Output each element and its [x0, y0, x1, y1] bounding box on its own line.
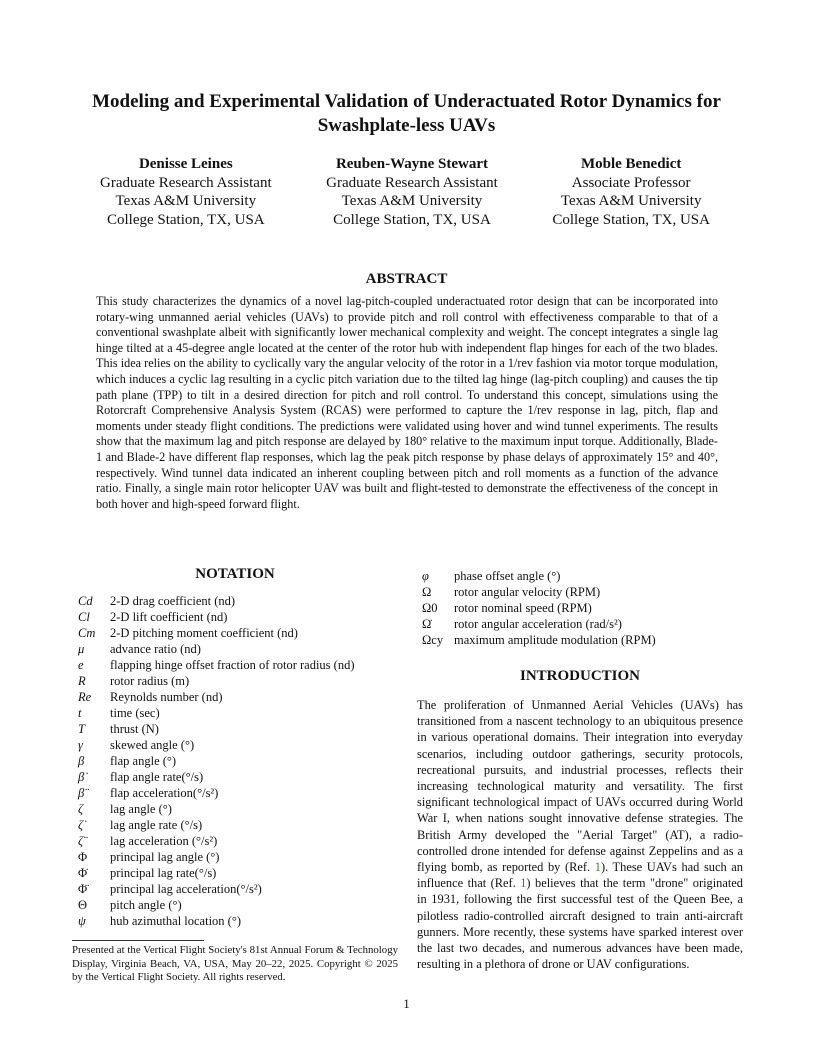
intro-text-part: ). These UAVs had such an influence that (Ref. — [417, 860, 743, 891]
notation-row — [78, 785, 408, 801]
notation-description: hub azimuthal location (°) — [110, 914, 241, 928]
notation-row — [78, 849, 408, 865]
notation-row — [78, 881, 408, 897]
notation-symbol: Θ — [78, 898, 88, 912]
notation-symbol: e — [78, 658, 84, 672]
abstract-text: This study characterizes the dynamics of a novel lag-pitch-coupled underactuated rotor design that can be incorporated into rotary-wing unmanned aerial vehicles (UAVs) to provide pitch and roll control with effectiveness comparable to that of a conventional swashplate albeit with significantly lower mechanical complexity and weight. The concept integrates a single lag hinge tilted at a 45-degree angle located at the center of the rotor hub with independent flap hinges for each of the two blades. This idea relies on the ability to cyclically vary the angular velocity of the rotor in a 1/rev fashion via motor torque modulation, which induces a cyclic lag resulting in a cyclic pitch variation due to the tilted lag hinge (lag-pitch coupling) and causes the tip path plane (TPP) to tilt in a desired direction for pitch and roll control. To understand this concept, simulations using the Rotorcraft Comprehensive Analysis System (RCAS) were performed to capture the 1/rev response in lag, pitch, flap and moments under steady flight conditions. The predictions were validated using hover and wind tunnel experiments. The results show that the maximum lag and pitch response are delayed by 180° relative to the maximum input torque. Additionally, Blade-1 and Blade-2 have different flap responses, which lag the peak pitch response by phase delays of approximately 15° and 40°, respectively. Wind tunnel data indicated an inherent coupling between pitch and roll moments as a function of the advance ratio. Finally, a single main rotor helicopter UAV was built and flight-tested to demonstrate the effectiveness of the concept in both hover and high-speed forward flight. — [96, 294, 718, 511]
notation-symbol: Cd — [78, 594, 93, 608]
notation-row — [78, 753, 408, 769]
introduction-heading: INTRODUCTION — [519, 668, 640, 684]
notation-description: rotor radius (m) — [110, 674, 190, 688]
notation-symbol: t — [78, 706, 82, 720]
notation-symbol: Cl — [78, 610, 90, 624]
notation-row — [422, 632, 752, 648]
notation-row — [78, 865, 408, 881]
footnote: Presented at the Vertical Flight Society's 81st Annual Forum & Technology Display, Virginia Beach, VA, USA, May 20–22, 2025. Copyright © 2025 by the Vertical Flight Society. All rights reserved. — [72, 944, 398, 983]
author-location: College Station, TX, USA — [552, 211, 710, 228]
notation-row — [78, 593, 408, 609]
author-location: College Station, TX, USA — [106, 211, 265, 228]
notation-list-left — [78, 593, 408, 929]
author-name: Reuben-Wayne Stewart — [335, 156, 489, 172]
author-affiliation: Texas A&M University — [341, 193, 483, 209]
notation-row — [78, 609, 408, 625]
notation-symbol: β̈ — [78, 786, 85, 800]
reference-link[interactable]: 1 — [594, 860, 601, 875]
notation-symbol: Φ — [78, 850, 88, 864]
footnote-divider — [72, 940, 204, 941]
notation-symbol: Φ̇ — [78, 866, 88, 880]
notation-row — [78, 737, 408, 753]
notation-list-right — [422, 568, 752, 648]
notation-row — [78, 897, 408, 913]
notation-symbol: ζ̈ — [78, 834, 84, 848]
author-name: Denisse Leines — [138, 156, 233, 172]
author-affiliation: Texas A&M University — [560, 193, 702, 209]
notation-row — [78, 913, 408, 929]
introduction-text — [417, 697, 743, 972]
notation-description: lag angle rate (°/s) — [110, 818, 203, 832]
notation-description: maximum amplitude modulation (RPM) — [454, 633, 656, 647]
notation-description: advance ratio (nd) — [110, 642, 201, 656]
notation-symbol: ζ̇ — [78, 818, 84, 832]
paper-title: Modeling and Experimental Validation of Underactuated Rotor Dynamics for Swashplate-less UAVs — [92, 91, 721, 136]
notation-symbol: Cm — [78, 626, 96, 640]
notation-description: 2-D drag coefficient (nd) — [110, 594, 236, 608]
notation-row — [78, 817, 408, 833]
notation-description: flap angle (°) — [110, 754, 177, 768]
notation-description: flapping hinge offset fraction of rotor radius (nd) — [110, 658, 355, 672]
notation-symbol: Ωcy — [422, 633, 444, 647]
notation-description: flap angle rate(°/s) — [110, 770, 204, 784]
notation-description: thrust (N) — [110, 722, 159, 736]
notation-description: time (sec) — [110, 706, 160, 720]
notation-description: lag angle (°) — [110, 802, 172, 816]
author-location: College Station, TX, USA — [333, 211, 491, 228]
notation-symbol: ζ — [78, 802, 84, 816]
reference-link[interactable]: 1 — [520, 876, 527, 891]
notation-symbol: β̇ — [78, 770, 85, 784]
abstract-heading: ABSTRACT — [365, 271, 448, 287]
notation-description: lag acceleration (°/s²) — [110, 834, 218, 848]
notation-row — [78, 769, 408, 785]
notation-row — [78, 673, 408, 689]
notation-symbol: γ — [78, 738, 83, 752]
notation-description: pitch angle (°) — [110, 898, 182, 912]
notation-symbol: μ — [78, 642, 85, 656]
notation-heading: NOTATION — [195, 566, 275, 582]
notation-row — [78, 641, 408, 657]
author-3 — [552, 155, 710, 229]
notation-description: rotor angular velocity (RPM) — [454, 585, 601, 599]
notation-symbol: Φ̈ — [78, 882, 88, 896]
notation-symbol: Ω — [422, 585, 432, 599]
page-number: 1 — [403, 996, 410, 1011]
notation-description: 2-D pitching moment coefficient (nd) — [110, 626, 298, 640]
notation-description: skewed angle (°) — [110, 738, 195, 752]
author-2 — [326, 155, 498, 229]
notation-row — [78, 625, 408, 641]
notation-row — [422, 616, 752, 632]
notation-row — [78, 657, 408, 673]
notation-symbol: β — [78, 754, 85, 768]
notation-symbol: Ω0 — [422, 601, 438, 615]
notation-row — [422, 568, 752, 584]
notation-symbol: ψ — [78, 914, 86, 928]
notation-row — [78, 801, 408, 817]
notation-description: phase offset angle (°) — [454, 569, 561, 583]
notation-row — [422, 600, 752, 616]
author-name: Moble Benedict — [580, 156, 682, 172]
notation-description: principal lag rate(°/s) — [110, 866, 217, 880]
notation-description: principal lag acceleration(°/s²) — [110, 882, 262, 896]
notation-description: principal lag angle (°) — [110, 850, 220, 864]
notation-symbol: R — [78, 674, 86, 688]
notation-row — [78, 705, 408, 721]
notation-description: 2-D lift coefficient (nd) — [110, 610, 228, 624]
notation-symbol: φ — [422, 569, 429, 583]
notation-row — [78, 689, 408, 705]
notation-description: flap acceleration(°/s²) — [110, 786, 219, 800]
notation-row — [422, 584, 752, 600]
notation-description: rotor nominal speed (RPM) — [454, 601, 592, 615]
author-role: Graduate Research Assistant — [100, 174, 272, 191]
notation-row — [78, 721, 408, 737]
notation-description: rotor angular acceleration (rad/s²) — [454, 617, 622, 631]
author-block — [100, 155, 710, 229]
notation-symbol: T — [78, 722, 85, 736]
author-role: Graduate Research Assistant — [326, 174, 498, 191]
notation-row — [78, 833, 408, 849]
notation-symbol: Ω̇ — [422, 617, 432, 631]
author-affiliation: Texas A&M University — [115, 193, 257, 209]
notation-description: Reynolds number (nd) — [110, 690, 223, 704]
intro-text-part: ) believes that the term "drone" originated in 1931, following the first successful test of the Queen Bee, a pilotless radio-controlled aircraft designed to train anti-aircraft gunners. More recently, these systems have sparked interest over the last two decades, and numerous advances have been made, resulting in a plethora of drone or UAV configurations. — [417, 876, 743, 972]
author-1 — [100, 155, 272, 229]
author-role: Associate Professor — [571, 174, 691, 191]
intro-text-part: The proliferation of Unmanned Aerial Vehicles (UAVs) has transitioned from a nascent technology to an ubiquitous presence in various operational domains. Their integration into everyday scenarios, including outdoor gatherings, security protocols, recreational pursuits, and industrial processes, reflects their increasing technological maturity and versatility. The first significant technological impact of UAVs occurred during World War I, when nations sought innovative defense strategies. The British Army developed the "Aerial Target" (AT), a radio-controlled drone intended for defense against Zeppelins and as a flying bomb, as reported by (Ref. — [417, 698, 743, 875]
notation-symbol: Re — [78, 690, 92, 704]
